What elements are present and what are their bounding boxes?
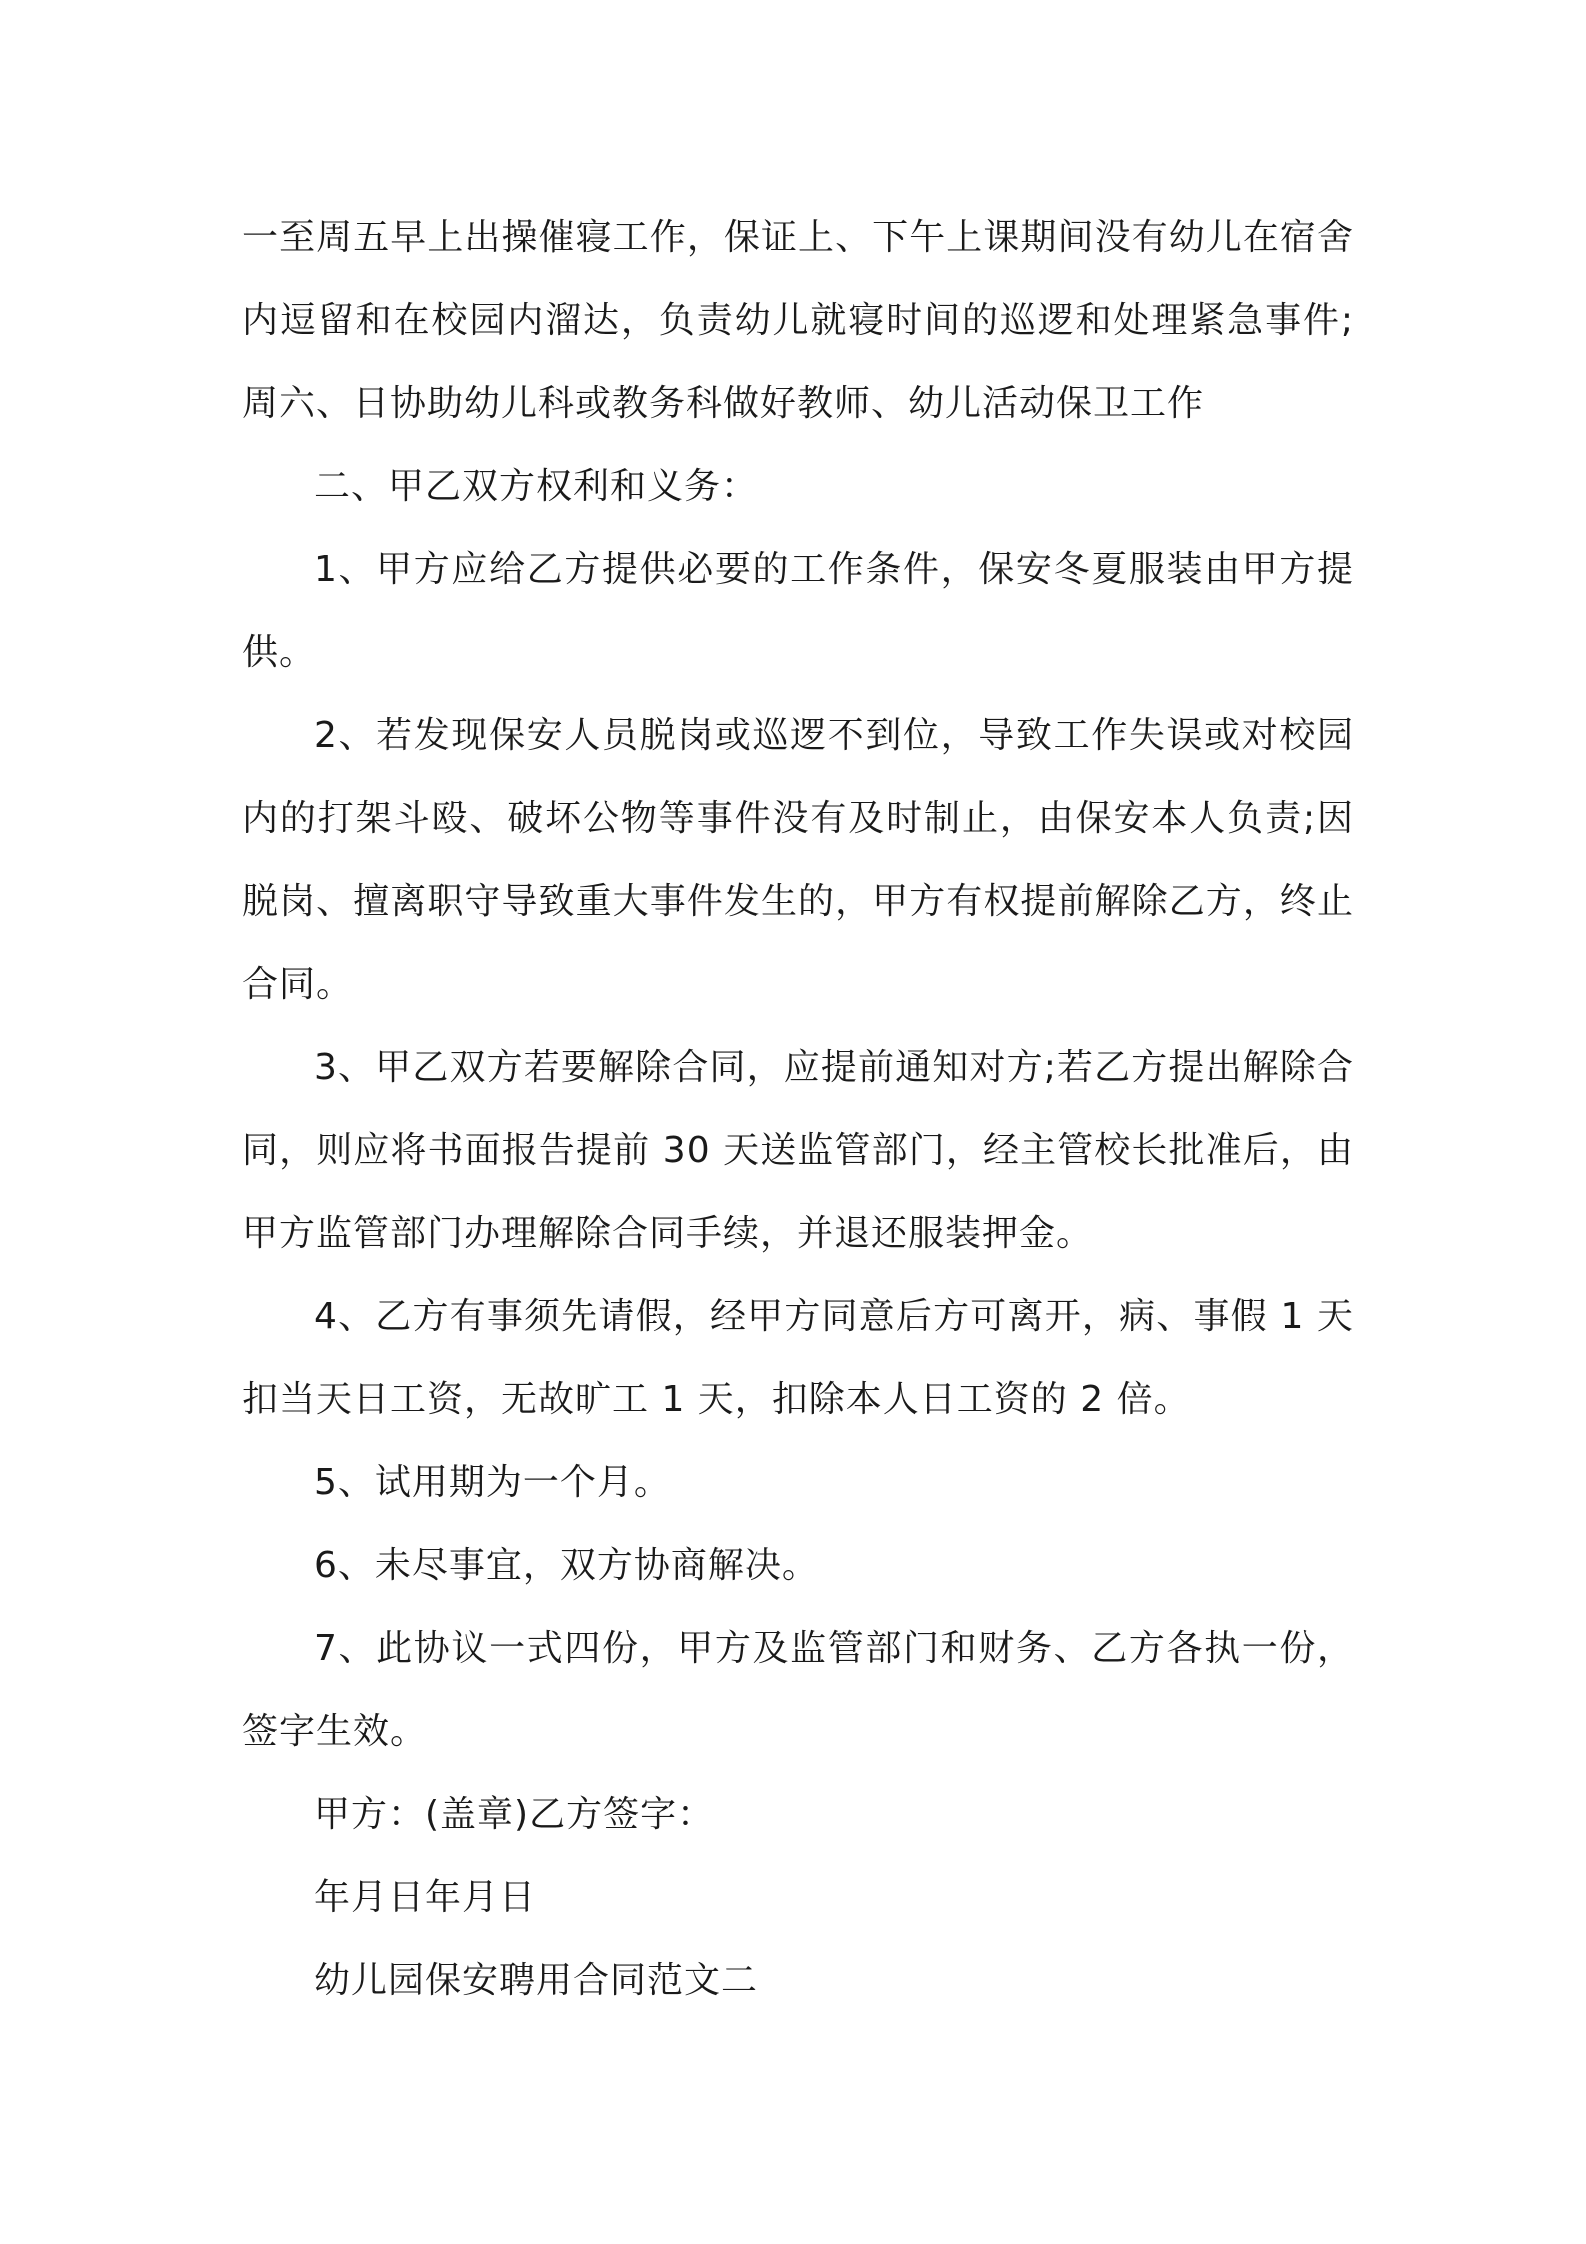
next-document-title: 幼儿园保安聘用合同范文二 <box>314 1960 759 2001</box>
clause-6: 6、未尽事宜，双方协商解决。 <box>314 1545 819 1586</box>
section-heading-rights-obligations: 二、甲乙双方权利和义务： <box>314 466 759 507</box>
clause-7: 7、此协议一式四份，甲方及监管部门和财务、乙方各执一份，签字生效。 <box>242 1628 1354 1752</box>
signature-line: 甲方：(盖章)乙方签字： <box>314 1794 715 1835</box>
document-body <box>242 196 1354 2022</box>
clause-1: 1、甲方应给乙方提供必要的工作条件，保安冬夏服装由甲方提供。 <box>242 549 1354 673</box>
clause-2: 2、若发现保安人员脱岗或巡逻不到位，导致工作失误或对校园内的打架斗殴、破坏公物等事件没有及时制止，由保安本人负责;因脱岗、擅离职守导致重大事件发生的，甲方有权提前解除乙方，终止合同。 <box>242 715 1354 1005</box>
date-line: 年月日年月日 <box>314 1877 537 1918</box>
clause-4: 4、乙方有事须先请假，经甲方同意后方可离开，病、事假 1 天扣当天日工资，无故旷工 1 天，扣除本人日工资的 2 倍。 <box>242 1296 1354 1420</box>
clause-3: 3、甲乙双方若要解除合同，应提前通知对方;若乙方提出解除合同，则应将书面报告提前 30 天送监管部门，经主管校长批准后，由甲方监管部门办理解除合同手续，并退还服装押金。 <box>242 1047 1354 1254</box>
clause-5: 5、试用期为一个月。 <box>314 1462 671 1503</box>
paragraph-duties-continued: 一至周五早上出操催寝工作，保证上、下午上课期间没有幼儿在宿舍内逗留和在校园内溜达，负责幼儿就寝时间的巡逻和处理紧急事件;周六、日协助幼儿科或教务科做好教师、幼儿活动保卫工作 <box>242 217 1354 424</box>
